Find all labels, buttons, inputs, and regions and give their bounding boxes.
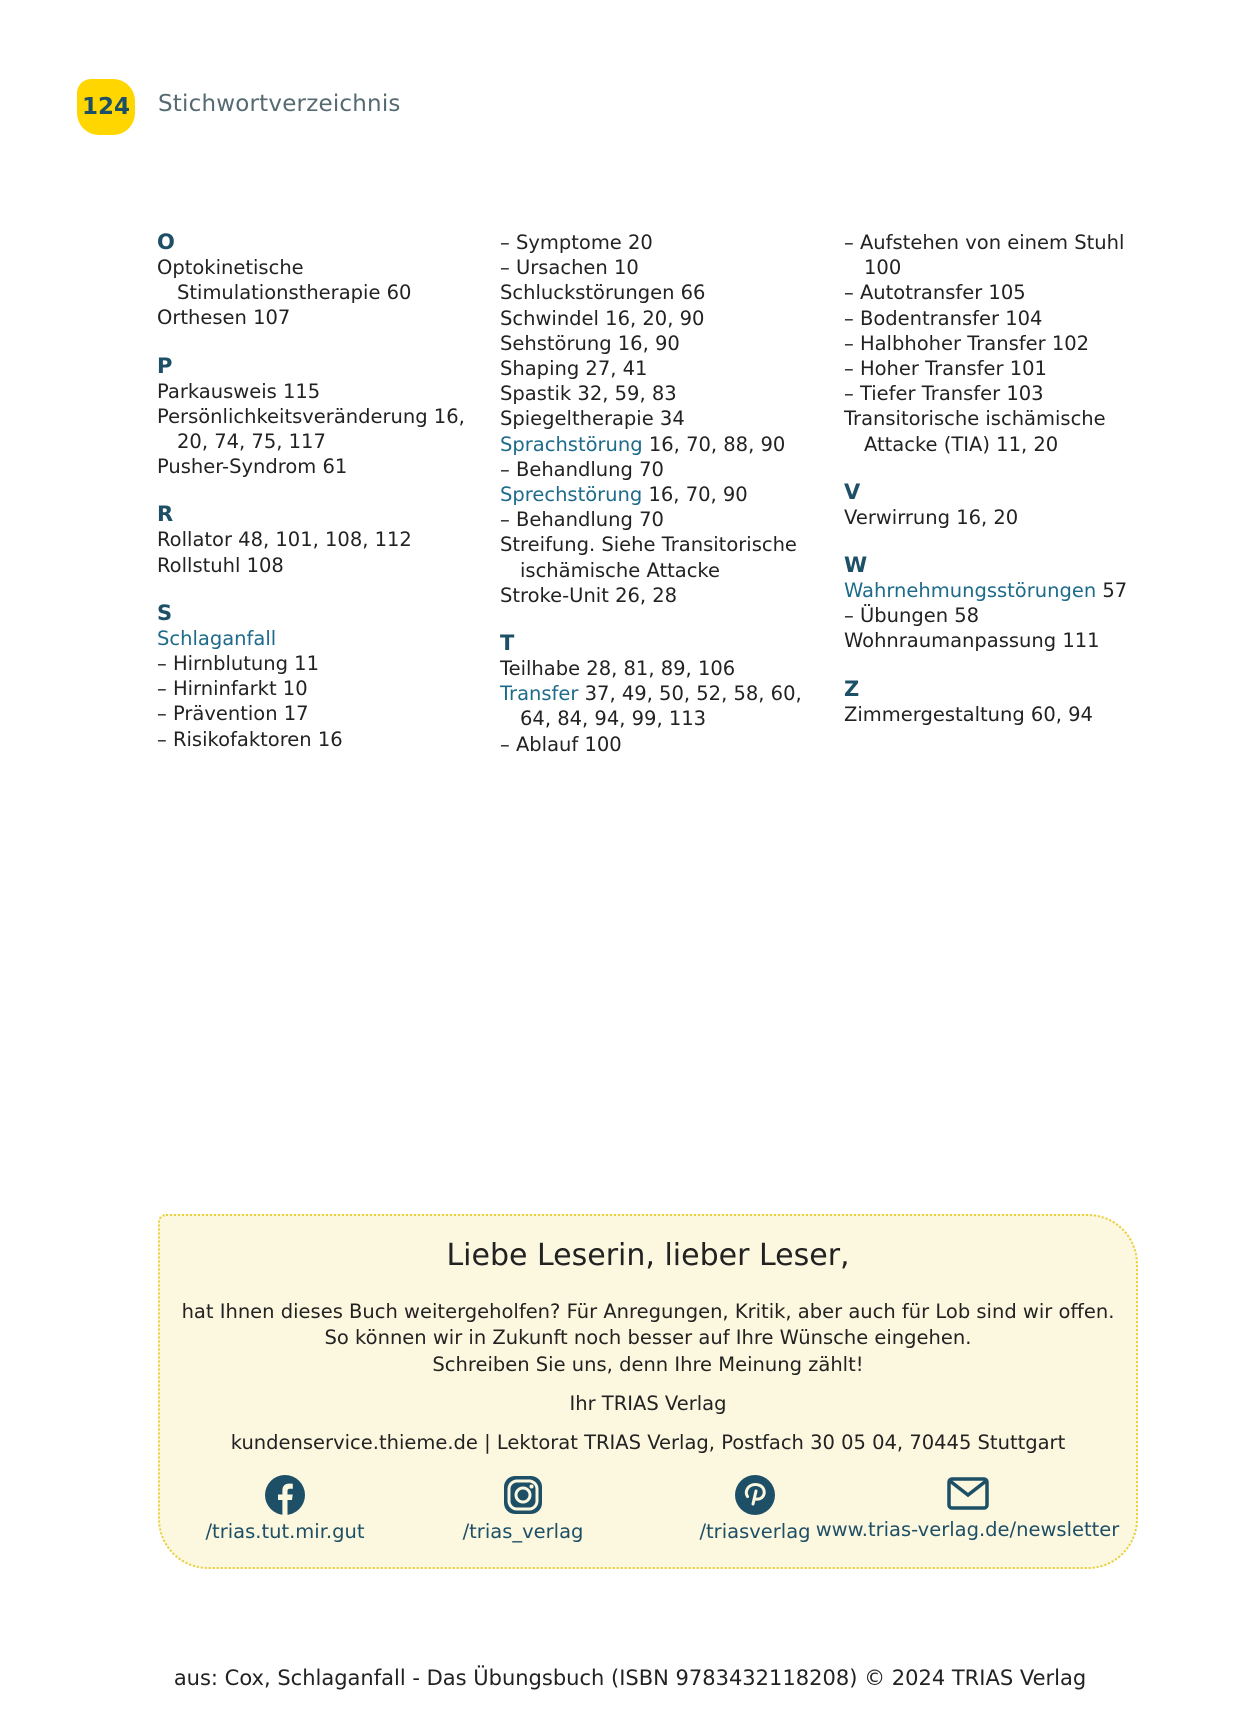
social-label[interactable]: /trias_verlag [462, 1520, 584, 1543]
index-subentry: – Hoher Transfer 101 [844, 357, 1047, 381]
index-subentry: – Symptome 20 [500, 231, 653, 254]
index-entry-continuation: ischämische Attacke [520, 558, 721, 582]
index-entry: Spastik 32, 59, 83 [500, 382, 677, 406]
index-group-t [500, 631, 830, 757]
index-entry: Rollstuhl 108 [157, 553, 284, 577]
index-letter: R [157, 502, 174, 527]
index-entry: Teilhabe 28, 81, 89, 106 [500, 657, 736, 681]
index-subentry: – Übungen 58 [844, 604, 980, 628]
index-pages: 16, 70, 88, 90 [648, 432, 786, 456]
social-facebook[interactable] [190, 1474, 380, 1543]
index-letter: W [844, 553, 868, 578]
reader-box-signature: Ihr TRIAS Verlag [569, 1392, 727, 1415]
index-term-highlighted: Sprachstörung [500, 432, 643, 456]
index-subentry: – Behandlung 70 [500, 508, 664, 532]
social-label[interactable]: /trias.tut.mir.gut [205, 1520, 365, 1543]
index-pages: 16, 70, 90 [648, 483, 748, 507]
page-number-badge: 124 [77, 79, 135, 135]
index-subentry: – Prävention 17 [157, 702, 309, 726]
reader-box-text-line: Schreiben Sie uns, denn Ihre Meinung zählt! [432, 1353, 864, 1376]
social-label[interactable]: /triasverlag [699, 1520, 811, 1543]
index-entry: Shaping 27, 41 [500, 357, 648, 381]
index-entry-wahrnehmung [844, 578, 1174, 603]
pinterest-icon [734, 1474, 776, 1516]
index-entry: Parkausweis 115 [157, 379, 321, 403]
index-group-r [157, 502, 487, 577]
index-subentry: – Hirninfarkt 10 [157, 677, 308, 701]
index-subentry: – Tiefer Transfer 103 [844, 382, 1044, 406]
index-entry: Streifung. Siehe Transitorische [500, 533, 797, 557]
index-term-highlighted: Transfer [500, 682, 579, 706]
index-entry-sprachstoerung [500, 432, 830, 457]
page-footer: aus: Cox, Schlaganfall - Das Übungsbuch (ISBN 9783432118208) © 2024 TRIAS Verlag [173, 1666, 1087, 1690]
index-entry-continuation: Stimulationstherapie 60 [177, 281, 412, 305]
index-entry-continuation: Attacke (TIA) 11, 20 [864, 432, 1059, 456]
index-entry: Pusher-Syndrom 61 [157, 455, 348, 479]
reader-feedback-box [158, 1214, 1138, 1569]
index-entry: Wohnraumanpassung 111 [844, 629, 1100, 653]
index-entry-highlighted: Schlaganfall [157, 626, 277, 650]
index-entry: Rollator 48, 101, 108, 112 [157, 528, 412, 552]
index-letter: P [157, 353, 173, 378]
index-entry: Transitorische ischämische [844, 407, 1106, 431]
index-subentry: – Behandlung 70 [500, 457, 664, 481]
index-column-1 [157, 230, 487, 775]
index-entry: Schluckstörungen 66 [500, 281, 706, 305]
index-letter: T [500, 631, 515, 656]
index-subentry: – Autotransfer 105 [844, 281, 1026, 305]
index-entry-sprechstoerung [500, 482, 830, 507]
index-group-z [844, 677, 1174, 727]
instagram-icon [502, 1474, 544, 1516]
index-pages: 57 [1102, 579, 1128, 603]
index-term-highlighted: Wahrnehmungsstörungen [844, 579, 1097, 603]
facebook-icon [264, 1474, 306, 1516]
mail-icon [946, 1474, 990, 1514]
social-newsletter[interactable] [810, 1474, 1125, 1541]
index-group-t-continued [844, 230, 1174, 457]
index-term-highlighted: Sprechstörung [500, 483, 643, 507]
index-subentry: – Halbhoher Transfer 102 [844, 331, 1090, 355]
index-letter: V [844, 479, 861, 504]
index-entry: Optokinetische [157, 256, 304, 279]
index-entry: Persönlichkeitsveränderung 16, [157, 404, 465, 428]
index-letter: S [157, 600, 173, 625]
social-label[interactable]: www.trias-verlag.de/newsletter [815, 1518, 1120, 1541]
index-entry: Sehstörung 16, 90 [500, 331, 680, 355]
social-instagram[interactable] [428, 1474, 618, 1543]
index-subentry: – Bodentransfer 104 [844, 306, 1043, 330]
index-column-3 [844, 230, 1174, 750]
index-group-v [844, 480, 1174, 530]
reader-box-title: Liebe Leserin, lieber Leser, [446, 1238, 850, 1273]
index-subentry: – Aufstehen von einem Stuhl [844, 231, 1125, 254]
index-subentry: – Risikofaktoren 16 [157, 727, 343, 751]
index-entry-continuation: 20, 74, 75, 117 [177, 430, 326, 454]
index-entry-continuation: 64, 84, 94, 99, 113 [520, 707, 707, 731]
index-letter: Z [844, 676, 860, 701]
index-letter: O [157, 230, 175, 254]
index-group-s [157, 601, 487, 752]
index-group-p [157, 354, 487, 480]
index-group-o [157, 230, 487, 331]
index-entry: Schwindel 16, 20, 90 [500, 306, 705, 330]
index-subentry: – Hirnblutung 11 [157, 652, 319, 676]
index-group-w [844, 553, 1174, 654]
reader-box-text-line: hat Ihnen dieses Buch weitergeholfen? Für Anregungen, Kritik, aber auch für Lob sind wir offen. [181, 1300, 1115, 1323]
index-subentry: – Ablauf 100 [500, 732, 622, 756]
index-entry-transfer [500, 681, 830, 706]
index-entry: Orthesen 107 [157, 306, 291, 330]
index-entry: Spiegeltherapie 34 [500, 407, 685, 431]
index-pages: 37, 49, 50, 52, 58, 60, [584, 682, 802, 706]
index-group-s-continued [500, 230, 830, 608]
index-subentry-continuation: 100 [864, 256, 902, 280]
reader-box-text-line: So können wir in Zukunft noch besser auf Ihre Wünsche eingehen. [324, 1326, 972, 1349]
index-entry: Verwirrung 16, 20 [844, 505, 1019, 529]
index-entry: Stroke-Unit 26, 28 [500, 583, 678, 607]
index-subentry: – Ursachen 10 [500, 256, 639, 280]
index-column-2 [500, 230, 830, 780]
index-entry: Zimmergestaltung 60, 94 [844, 702, 1093, 726]
running-head: Stichwortverzeichnis [158, 91, 401, 117]
reader-box-contact: kundenservice.thieme.de | Lektorat TRIAS Verlag, Postfach 30 05 04, 70445 Stuttgart [230, 1431, 1066, 1454]
